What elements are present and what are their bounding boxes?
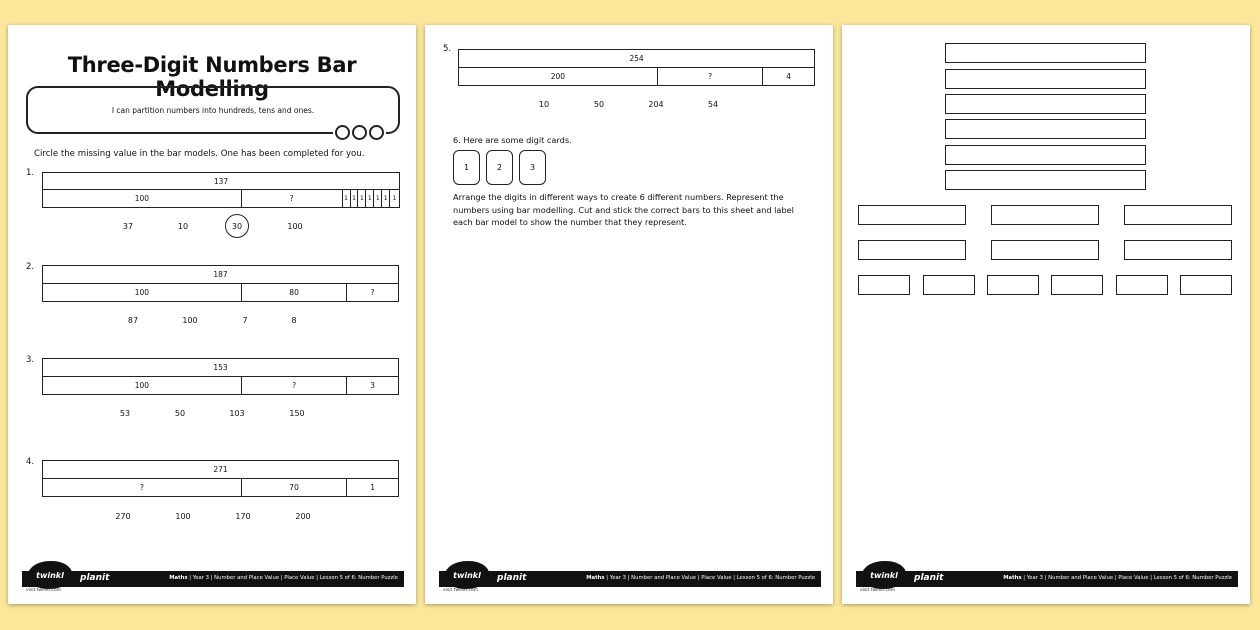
answer-option[interactable]: 103 bbox=[229, 409, 245, 418]
answer-option[interactable]: 10 bbox=[538, 100, 550, 109]
bar-parts bbox=[42, 189, 400, 208]
bar-whole-value: 187 bbox=[213, 270, 228, 279]
worksheet-page-3-cutouts bbox=[842, 25, 1250, 604]
bar-whole-value: 153 bbox=[213, 363, 228, 372]
answer-option[interactable]: 54 bbox=[707, 100, 719, 109]
bar-whole bbox=[458, 49, 815, 68]
cutout-bar-tens[interactable] bbox=[991, 205, 1099, 225]
planit-brand: planit bbox=[80, 573, 110, 583]
bar-part-one: 1 bbox=[351, 190, 359, 207]
answer-option[interactable]: 50 bbox=[174, 409, 186, 418]
bar-part-one: 1 bbox=[382, 190, 390, 207]
cutout-bar-hundreds[interactable] bbox=[945, 145, 1146, 165]
learning-objective-text: I can partition numbers into hundreds, tens and ones. bbox=[111, 106, 315, 115]
answer-option[interactable]: 100 bbox=[182, 316, 198, 325]
bar-part: 70 bbox=[242, 479, 347, 496]
bar-part: ? bbox=[242, 377, 347, 394]
answer-option[interactable]: 200 bbox=[295, 512, 311, 521]
bar-part-one: 1 bbox=[343, 190, 351, 207]
bar-whole bbox=[42, 460, 399, 479]
footer-bar bbox=[439, 571, 821, 587]
bar-whole-value: 254 bbox=[629, 54, 644, 63]
bar-part: ? bbox=[43, 479, 242, 496]
cutout-bar-tens[interactable] bbox=[858, 240, 966, 260]
question-6-intro: 6. Here are some digit cards. bbox=[453, 135, 572, 145]
question-number: 4. bbox=[26, 457, 35, 467]
twinkl-logo: twinkl bbox=[28, 561, 72, 589]
answer-option[interactable]: 53 bbox=[119, 409, 131, 418]
answer-option[interactable]: 170 bbox=[235, 512, 251, 521]
instruction-text: Circle the missing value in the bar models. One has been completed for you. bbox=[34, 149, 365, 159]
bar-whole bbox=[42, 265, 399, 284]
question-number: 5. bbox=[443, 44, 452, 54]
answer-option[interactable]: 10 bbox=[177, 222, 189, 231]
footer-text: Maths | Year 3 | Number and Place Value | Place Value | Lesson 5 of 6: Number Puzzle bbox=[1003, 575, 1232, 581]
cutout-bar-hundreds[interactable] bbox=[945, 43, 1146, 63]
footer-url: visit twinkl.com bbox=[26, 588, 62, 593]
answer-option[interactable]: 50 bbox=[593, 100, 605, 109]
answer-option[interactable]: 150 bbox=[289, 409, 305, 418]
bar-part: 100 bbox=[43, 284, 242, 301]
footer-url: visit twinkl.com bbox=[443, 588, 479, 593]
page-title: Three-Digit Numbers Bar Modelling bbox=[67, 53, 357, 101]
footer-bar bbox=[22, 571, 404, 587]
bar-whole bbox=[42, 358, 399, 377]
bar-part: ? bbox=[370, 288, 375, 297]
digit-card[interactable]: 3 bbox=[519, 150, 546, 185]
twinkl-logo: twinkl bbox=[862, 561, 906, 589]
planit-brand: planit bbox=[497, 573, 527, 583]
bar-parts bbox=[42, 283, 399, 302]
footer-text: Maths | Year 3 | Number and Place Value | Place Value | Lesson 5 of 6: Number Puzzle bbox=[169, 575, 398, 581]
bar-whole bbox=[42, 172, 400, 190]
answer-option[interactable]: 87 bbox=[127, 316, 139, 325]
answer-option-circled[interactable]: 30 bbox=[225, 214, 249, 238]
cutout-bar-hundreds[interactable] bbox=[945, 119, 1146, 139]
cutout-bar-tens[interactable] bbox=[858, 205, 966, 225]
planit-brand: planit bbox=[914, 573, 944, 583]
cutout-bar-ones[interactable] bbox=[923, 275, 975, 295]
cutout-bar-ones[interactable] bbox=[987, 275, 1039, 295]
cutout-bar-hundreds[interactable] bbox=[945, 170, 1146, 190]
worksheet-page-2 bbox=[425, 25, 833, 604]
question-6-instructions: Arrange the digits in different ways to create 6 different numbers. Represent the numbers using bar modelling. Cut and stick the correct bars to this sheet and label each bar model to show the number that they represent. bbox=[453, 192, 794, 227]
bar-parts bbox=[42, 478, 399, 497]
bar-parts bbox=[458, 67, 815, 86]
bar-parts bbox=[42, 376, 399, 395]
answer-option[interactable]: 8 bbox=[291, 316, 297, 325]
bar-part: ? bbox=[658, 68, 763, 85]
thought-bubble-dots bbox=[333, 125, 386, 140]
answer-option[interactable]: 7 bbox=[242, 316, 248, 325]
bar-part: 1 bbox=[370, 483, 376, 492]
answer-option[interactable]: 37 bbox=[122, 222, 134, 231]
cutout-bar-tens[interactable] bbox=[1124, 205, 1232, 225]
bar-part: ? bbox=[242, 190, 343, 207]
bar-whole-value: 271 bbox=[213, 465, 228, 474]
bar-part-one: 1 bbox=[392, 195, 397, 202]
answer-option[interactable]: 270 bbox=[115, 512, 131, 521]
bar-part: 200 bbox=[459, 68, 658, 85]
cutout-bar-ones[interactable] bbox=[1180, 275, 1232, 295]
cutout-bar-hundreds[interactable] bbox=[945, 94, 1146, 114]
bar-part: 3 bbox=[370, 381, 376, 390]
bar-part: 4 bbox=[786, 72, 792, 81]
footer-bar bbox=[856, 571, 1238, 587]
question-number: 3. bbox=[26, 355, 35, 365]
worksheet-page-1 bbox=[8, 25, 416, 604]
footer-text: Maths | Year 3 | Number and Place Value | Place Value | Lesson 5 of 6: Number Puzzle bbox=[586, 575, 815, 581]
bar-part: 80 bbox=[242, 284, 347, 301]
bar-part-one: 1 bbox=[358, 190, 366, 207]
bar-part-one: 1 bbox=[366, 190, 374, 207]
answer-option[interactable]: 100 bbox=[175, 512, 191, 521]
bar-part: 100 bbox=[43, 190, 242, 207]
answer-option[interactable]: 100 bbox=[287, 222, 303, 231]
footer-url: visit twinkl.com bbox=[860, 588, 896, 593]
digit-card[interactable]: 2 bbox=[486, 150, 513, 185]
bar-part-one: 1 bbox=[374, 190, 382, 207]
twinkl-logo: twinkl bbox=[445, 561, 489, 589]
digit-card[interactable]: 1 bbox=[453, 150, 480, 185]
bar-part: 100 bbox=[43, 377, 242, 394]
cutout-bar-hundreds[interactable] bbox=[945, 69, 1146, 89]
question-number: 1. bbox=[26, 168, 35, 178]
answer-option[interactable]: 204 bbox=[648, 100, 664, 109]
cutout-bar-ones[interactable] bbox=[858, 275, 910, 295]
cutout-bar-tens[interactable] bbox=[1124, 240, 1232, 260]
bar-whole-value: 137 bbox=[213, 176, 229, 186]
question-number: 2. bbox=[26, 262, 35, 272]
learning-objective-box bbox=[26, 86, 400, 134]
cutout-bar-ones[interactable] bbox=[1116, 275, 1168, 295]
cutout-bar-ones[interactable] bbox=[1051, 275, 1103, 295]
cutout-bar-tens[interactable] bbox=[991, 240, 1099, 260]
